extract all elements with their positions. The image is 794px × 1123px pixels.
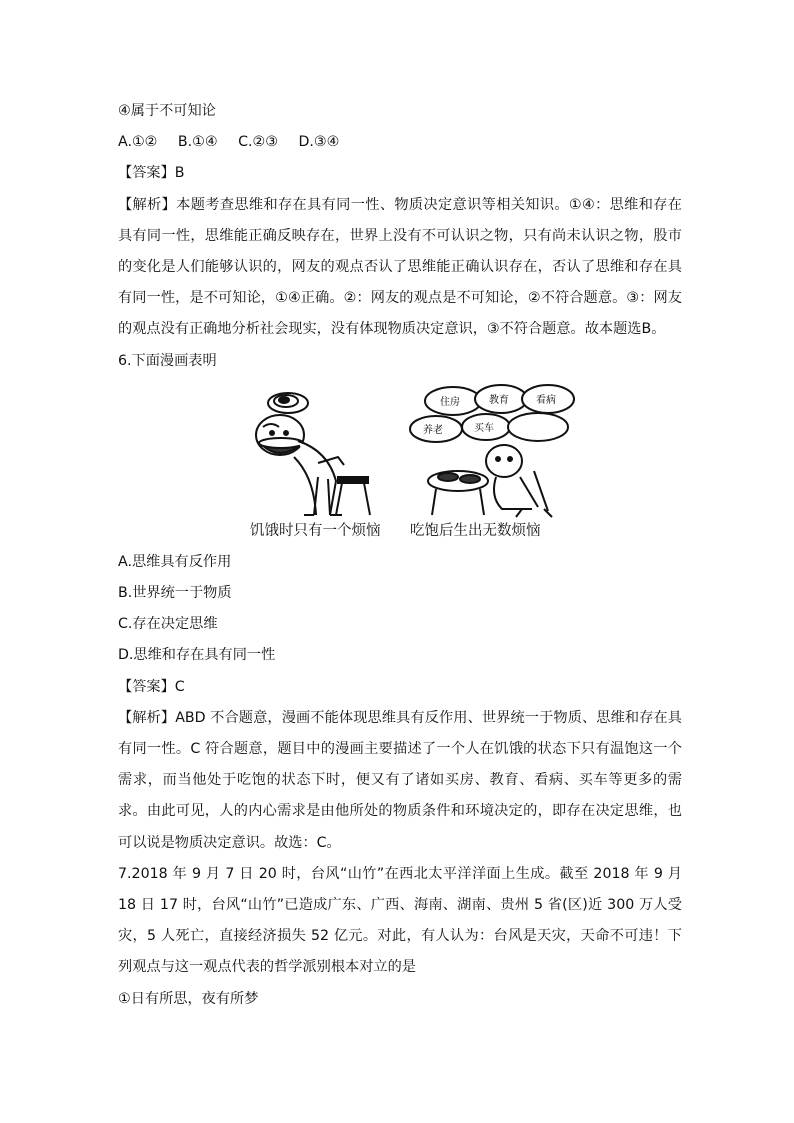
q7-option-1: ①日有所思，夜有所梦 <box>118 990 259 1007</box>
q5-choice-d: D.③④ <box>298 134 340 151</box>
bubble-medical: 看病 <box>536 394 556 406</box>
q6-choice-d: D.思维和存在具有同一性 <box>118 647 276 664</box>
cartoon-illustration <box>118 381 682 541</box>
bubble-elderly: 养老 <box>423 424 443 436</box>
q6-choice-b: B.世界统一于物质 <box>118 585 232 602</box>
bubble-education: 教育 <box>489 394 509 406</box>
q5-choice-c: C.②③ <box>238 134 278 151</box>
q6-answer: 【答案】C <box>118 678 185 695</box>
q6-choice-c: C.存在决定思维 <box>118 616 218 633</box>
q5-choice-a: A.①② <box>118 134 158 151</box>
q5-option-4: ④属于不可知论 <box>118 103 216 119</box>
q6-choice-a: A.思维具有反作用 <box>118 553 232 570</box>
q5-choice-b: B.①④ <box>177 134 218 151</box>
q5-answer: 【答案】B <box>118 165 185 182</box>
q6-cartoon <box>118 381 682 541</box>
q5-analysis: 【解析】本题考查思维和存在具有同一性、物质决定意识等相关知识。①④：思维和存在具有同一性，思维能正确反映存在，世界上没有不可认识之物，只有尚未认识之物，股市的变化是人们能够认识的，网友的观点否认了思维能正确认识存在，否认了思维和存在具有同一性，是不可知论，①④正确。②：网友的观点是不可知论，②不符合题意。③：网友的观点没有正确地分析社会现实，没有体现物质决定意识，③不符合题意。故本题选B。 <box>118 196 682 338</box>
bubble-car: 买车 <box>474 422 494 434</box>
q6-analysis: 【解析】ABD 不合题意，漫画不能体现思维具有反作用、世界统一于物质、思维和存在具有同一性。C 符合题意，题目中的漫画主要描述了一个人在饥饿的状态下只有温饱这一个需求，而当他处于吃饱的状态下时，便又有了诸如买房、教育、看病、买车等更多的需求。由此可见，人的内心需求是由他所处的物质条件和环境决定的，即存在决定思维，也可以说是物质决定意识。故选：C。 <box>118 709 682 851</box>
hungry-man-drawing <box>256 393 370 515</box>
q5-choices <box>118 127 682 158</box>
caption-full: 吃饱后生出无数烦恼 <box>410 522 541 539</box>
q6-stem: 6.下面漫画表明 <box>118 352 217 369</box>
q7-stem: 7.2018 年 9 月 7 日 20 时，台风“山竹”在西北太平洋洋面上生成。截至 2018 年 9 月 18 日 17 时，台风“山竹”已造成广东、广西、海南、湖南、贵州 5 省(区)近 300 万人受灾，5 人死亡，直接经济损失 52 亿元。对此，有人认为：台风是天灾，天命不可违！下列观点与这一观点代表的哲学派别根本对立的是 <box>118 865 682 976</box>
caption-hungry: 饥饿时只有一个烦恼 <box>250 522 381 539</box>
document-page <box>118 96 682 1015</box>
bubble-housing: 住房 <box>440 396 460 408</box>
